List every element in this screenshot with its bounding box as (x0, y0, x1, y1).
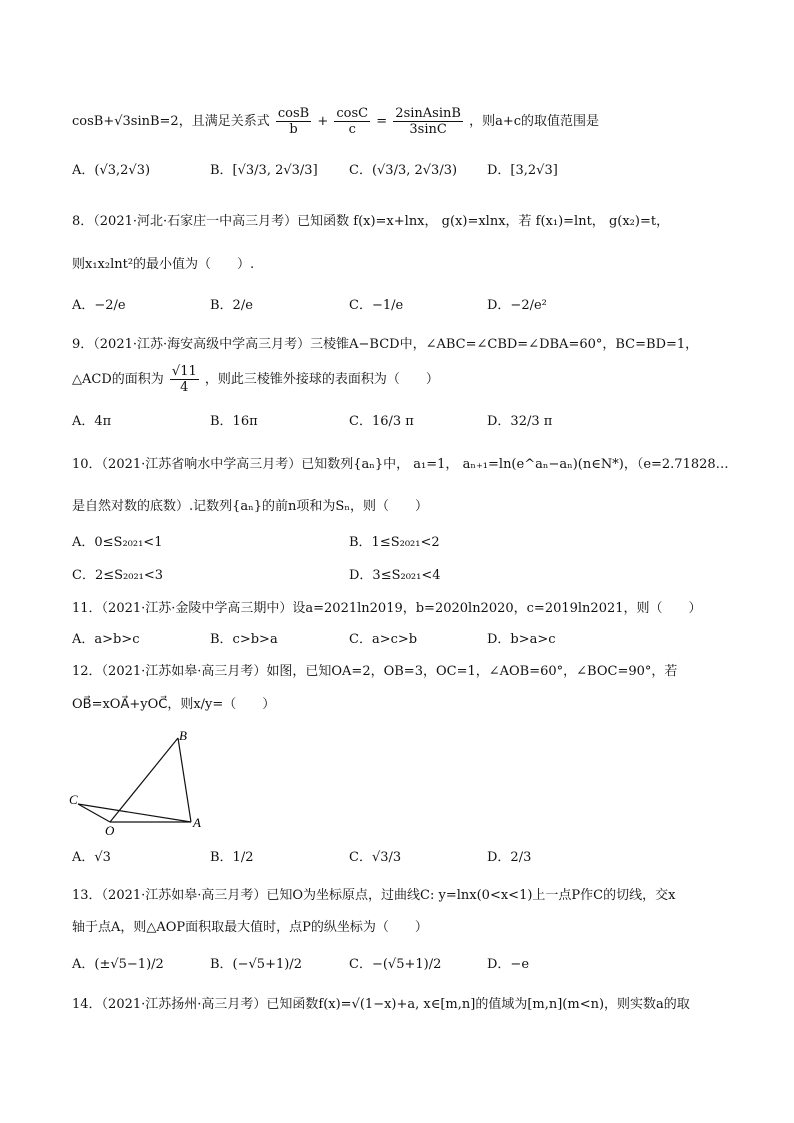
q9-option-b: B．16π (210, 414, 258, 429)
cont-option-a: A．(√3,2√3) (72, 163, 151, 178)
q12-option-b: B．1/2 (210, 850, 254, 865)
cont-lead: cosB+√3sinB=2，且满足关系式 (72, 114, 270, 129)
q12-line2: OB⃗=xOA⃗+yOC⃗，则x/y=（ ） (72, 697, 276, 712)
q10-option-b: B．1≤S₂₀₂₁<2 (349, 535, 440, 550)
cont-tail: ，则a+c的取值范围是 (469, 114, 599, 129)
q9-line1: 9．（2021·江苏·海安高级中学高三月考）三棱锥A−BCD中，∠ABC=∠CBD=∠DBA=60°，BC=BD=1， (72, 337, 699, 352)
q11-option-b: B．c>b>a (210, 632, 278, 647)
label-o: O (105, 823, 115, 838)
q9-option-d: D．32/3 π (487, 414, 553, 429)
q11-line1: 11．（2021·江苏·金陵中学高三期中）设a=2021ln2019，b=2020ln2020，c=2019ln2021，则（ ） (72, 601, 702, 616)
q13-option-a: A．(±√5−1)/2 (72, 957, 164, 972)
q12-option-d: D．2/3 (487, 850, 532, 865)
cont-option-b: B．[√3/3, 2√3/3] (210, 163, 318, 178)
triangle-figure (66, 726, 216, 838)
q9-option-a: A．4π (72, 414, 112, 429)
q10-line2: 是自然对数的底数）.记数列{aₙ}的前n项和为Sₙ，则（ ） (72, 499, 428, 514)
q10-option-d: D．3≤S₂₀₂₁<4 (349, 568, 441, 583)
q8-option-a: A．−2/e (72, 298, 126, 313)
q13-line1: 13．（2021·江苏如皋·高三月考）已知O为坐标原点，过曲线C: y=lnx(0<x<1)上一点P作C的切线，交x (72, 888, 676, 903)
fraction-sqrt11-4: $\frac{√11}{4}$ (171, 364, 197, 395)
q8-line2: 则x₁x₂lnt²的最小值为（ ）. (72, 257, 255, 272)
q10-option-c: C．2≤S₂₀₂₁<3 (72, 568, 164, 583)
segment-ob (110, 738, 178, 822)
label-a: A (193, 815, 201, 830)
q9-line2: △ACD的面积为 $\frac{√11}{4}$ ，则此三棱锥外接球的表面积为（ ） (72, 364, 439, 395)
q13-option-d: D．−e (487, 957, 530, 972)
q10-line1: 10．（2021·江苏省响水中学高三月考）已知数列{aₙ}中， a₁=1， aₙ₊₁=ln(e^aₙ−aₙ)(n∈N*)，（e=2.71828… (72, 457, 729, 472)
q12-option-c: C．√3/3 (349, 850, 402, 865)
cont-option-d: D．[3,2√3] (487, 163, 558, 178)
q13-option-c: C．−(√5+1)/2 (349, 957, 442, 972)
q9-option-c: C．16/3 π (349, 414, 414, 429)
q11-option-c: C．a>c>b (349, 632, 418, 647)
fraction-cosb-b: $\frac{\cos B}{b}$ (277, 106, 310, 137)
q12-line1: 12．（2021·江苏如皋·高三月考）如图，已知OA=2，OB=3，OC=1，∠AOB=60°，∠BOC=90°，若 (72, 664, 678, 679)
q11-option-a: A．a>b>c (72, 632, 140, 647)
q13-line2: 轴于点A，则△AOP面积取最大值时，点P的纵坐标为（ ） (72, 920, 428, 935)
label-c: C (69, 792, 78, 807)
q8-option-b: B．2/e (210, 298, 253, 313)
q8-option-c: C．−1/e (349, 298, 404, 313)
q11-option-d: D．b>a>c (487, 632, 556, 647)
fraction-sin-ratio: $\frac{\text{2sinAsinB}}{3\sin C}$ (395, 106, 461, 137)
q8-option-d: D．−2/e² (487, 298, 547, 313)
label-b: B (179, 728, 187, 743)
q14-line1: 14．（2021·江苏扬州·高三月考）已知函数f(x)=√(1−x)+a, x∈[m,n]的值域为[m,n](m<n)，则实数a的取 (72, 997, 690, 1012)
q8-line1: 8．（2021·河北·石家庄一中高三月考）已知函数 f(x)=x+lnx， g(x)=xlnx，若 f(x₁)=lnt， g(x₂)=t， (72, 214, 670, 229)
segment-ba (178, 738, 191, 822)
q10-option-a: A．0≤S₂₀₂₁<1 (72, 535, 163, 550)
cont-option-c: C．(√3/3, 2√3/3) (349, 163, 458, 178)
q12-option-a: A．√3 (72, 850, 111, 865)
cont-question-line: cosB+√3sinB=2，且满足关系式 $\frac{\cos B}{b}$ + $\frac{\cos C}{c}$ = $\frac{\text{2sinAsinB}}{3\sin C}$ ，则a+c的取值范围是 (72, 106, 599, 137)
q13-option-b: B．(−√5+1)/2 (210, 957, 302, 972)
fraction-cosc-c: $\frac{\cos C}{c}$ (336, 106, 369, 137)
